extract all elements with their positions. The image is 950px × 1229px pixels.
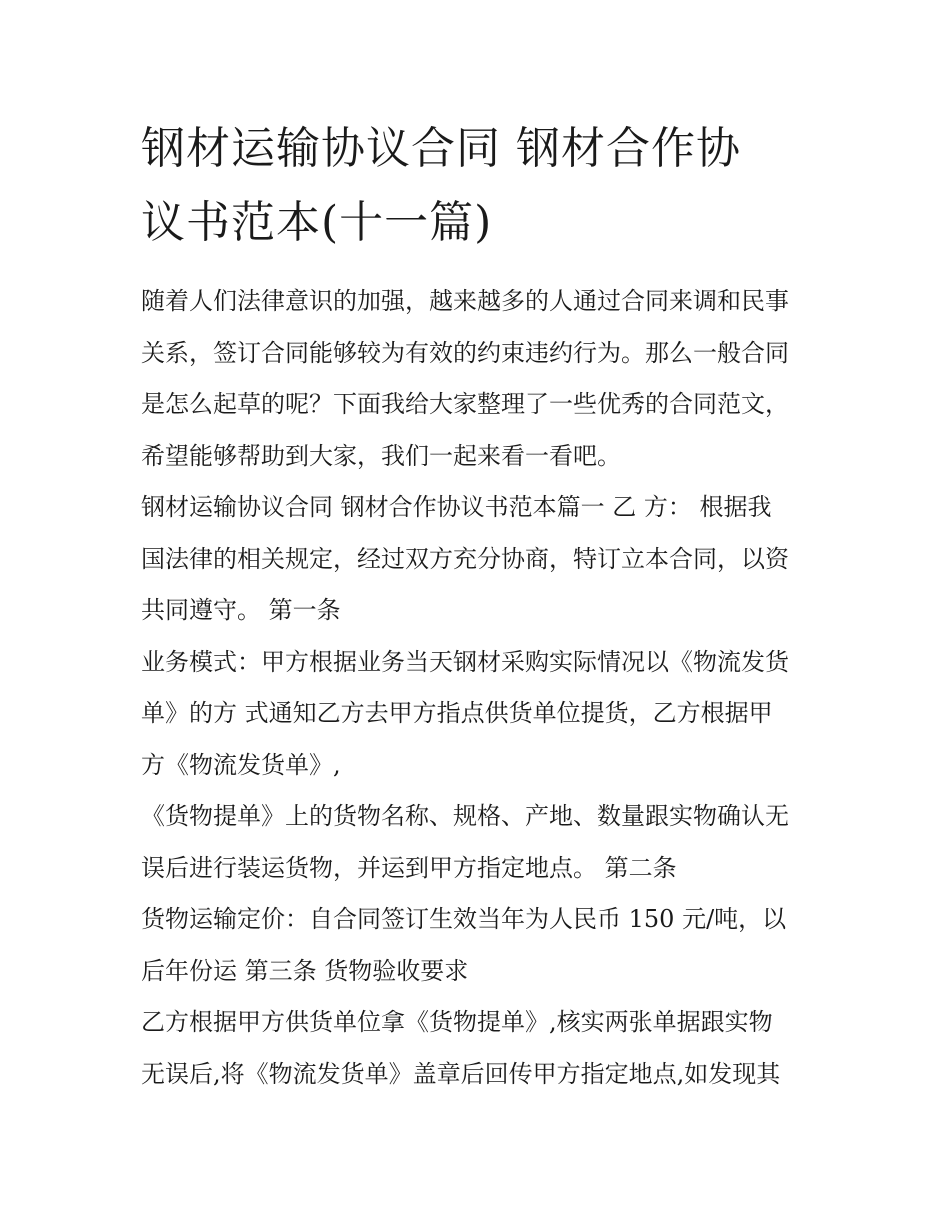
body-line: 乙方根据甲方供货单位拿《货物提单》,核实两张单据跟实物 (141, 1008, 773, 1036)
body-line: 钢材运输协议合同 钢材合作协议书范本篇一 乙 方： 根据我 (141, 493, 772, 521)
document-content (141, 112, 821, 1100)
document-body (141, 276, 821, 1100)
body-line: 希望能够帮助到大家，我们一起来看一看吧。 (141, 441, 621, 470)
document-title (141, 112, 821, 260)
body-line: 方《物流发货单》, (141, 750, 341, 779)
body-line: 业务模式：甲方根据业务当天钢材采购实际情况以《物流发货 (141, 647, 789, 676)
body-line: 《货物提单》上的货物名称、规格、产地、数量跟实物确认无 (141, 802, 789, 830)
body-line: 是怎么起草的呢？下面我给大家整理了一些优秀的合同范文， (141, 390, 789, 418)
body-line: 单》的方 式通知乙方去甲方指点供货单位提货，乙方根据甲 (141, 699, 773, 727)
body-line: 误后进行装运货物，并运到甲方指定地点。 第二条 (141, 853, 677, 882)
title-line-2: 议书范本(十一篇) (141, 197, 493, 248)
body-line: 国法律的相关规定，经过双方充分协商，特订立本合同，以资 (141, 544, 789, 573)
body-line: 后年份运 第三条 货物验收要求 (141, 956, 469, 985)
body-line: 共同遵守。 第一条 (141, 596, 341, 624)
body-line: 随着人们法律意识的加强，越来越多的人通过合同来调和民事 (141, 287, 789, 315)
body-line: 无误后,将《物流发货单》盖章后回传甲方指定地点,如发现其 (141, 1059, 781, 1088)
body-line: 关系，签订合同能够较为有效的约束违约行为。那么一般合同 (141, 338, 789, 367)
title-line-1: 钢材运输协议合同 钢材合作协 (141, 123, 741, 174)
body-line: 货物运输定价：自合同签订生效当年为人民币 150 元/吨，以 (141, 905, 787, 933)
